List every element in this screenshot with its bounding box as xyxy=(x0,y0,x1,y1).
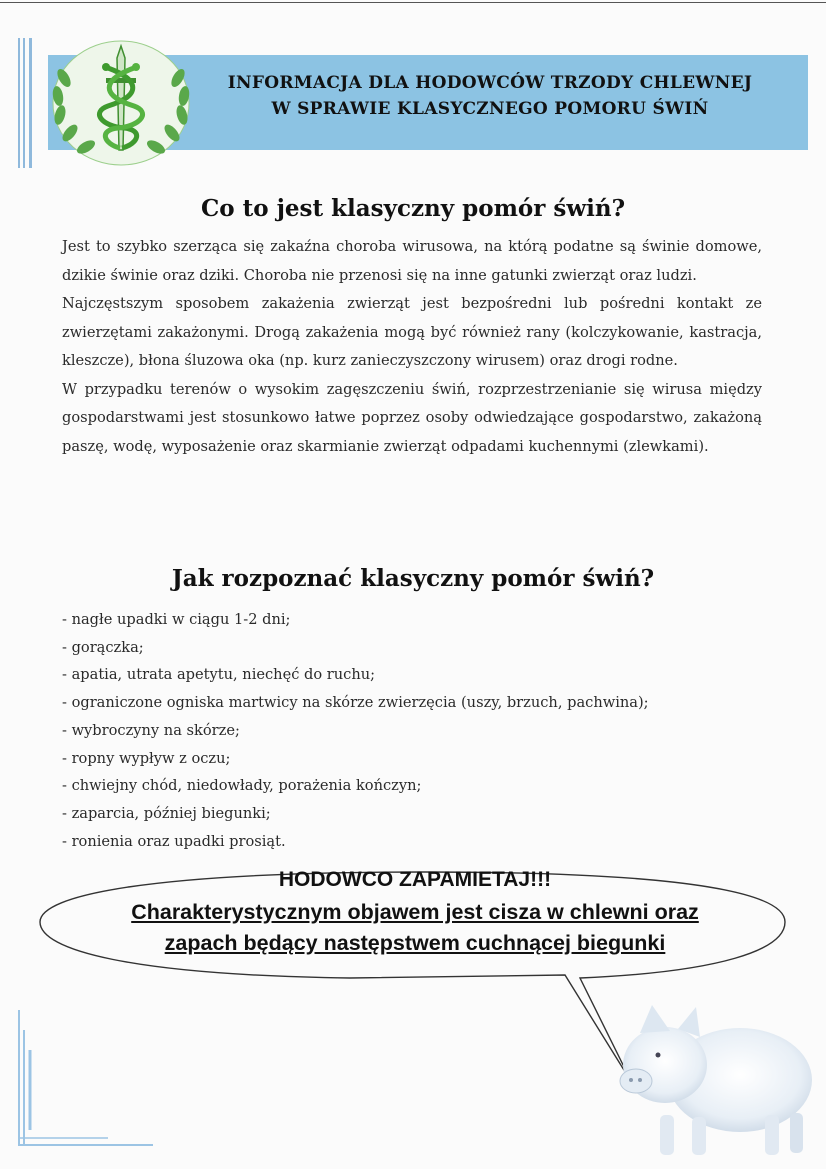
list-item: - nagłe upadki w ciągu 1-2 dni; xyxy=(62,611,291,628)
list-item: - ograniczone ogniska martwicy na skórze zwierzęcia (uszy, brzuch, pachwina); xyxy=(62,694,649,712)
paragraph: Najczęstszym sposobem zakażenia zwierząt jest bezpośredni lub pośredni kontakt ze zwierzętami zakażonymi. Drogą zakażenia mogą być również rany (kolczykowanie, kastracja, kleszcze), błona śluzowa oka (np. kurz zanieczyszczony wirusem) oraz drogi rodne. xyxy=(62,295,762,369)
list-item: - wybroczyny na skórze; xyxy=(62,721,240,739)
warning-line1: Charakterystycznym objawem jest cisza w chlewni oraz xyxy=(131,900,699,924)
list-item: - gorączka; xyxy=(62,638,144,656)
section2-heading: Jak rozpoznać klasyczny pomór świń? xyxy=(171,565,655,592)
piglet-image xyxy=(600,985,820,1160)
header-title-line1: INFORMACJA DLA HODOWCÓW TRZODY CHLEWNEJ xyxy=(227,73,753,93)
list-item: - ronienia oraz upadki prosiąt. xyxy=(62,832,286,850)
list-item: - zaparcia, później biegunki; xyxy=(62,804,271,822)
paragraph: Jest to szybko szerząca się zakaźna choroba wirusowa, na którą podatne są świnie domowe, dzikie świnie oraz dziki. Choroba nie przenosi się na inne gatunki zwierząt oraz ludzi. xyxy=(62,238,762,284)
warning-text xyxy=(55,897,775,959)
bottom-decorative-rules xyxy=(18,1010,168,1150)
section1-heading: Co to jest klasyczny pomór świń? xyxy=(200,195,626,222)
warning-line2: zapach będący następstwem cuchnącej biegunki xyxy=(164,931,666,955)
list-item: - ropny wypływ z oczu; xyxy=(62,749,231,767)
list-item: - chwiejny chód, niedowłady, porażenia kończyn; xyxy=(62,777,422,795)
paragraph: W przypadku terenów o wysokim zagęszczeniu świń, rozprzestrzenianie się wirusa między gospodarstwami jest stosunkowo łatwe poprzez osoby odwiedzające gospodarstwo, zakażoną paszę, wodę, wyposażenie oraz skarmianie zwierząt odpadami kuchennymi (zlewkami). xyxy=(62,380,762,455)
list-item: - apatia, utrata apetytu, niechęć do ruchu; xyxy=(62,666,376,684)
warning-title: HODOWCO ZAPAMIETAJ!!! xyxy=(278,868,552,891)
header-title-line2: W SPRAWIE KLASYCZNEGO POMORU ŚWIŃ xyxy=(271,99,709,119)
